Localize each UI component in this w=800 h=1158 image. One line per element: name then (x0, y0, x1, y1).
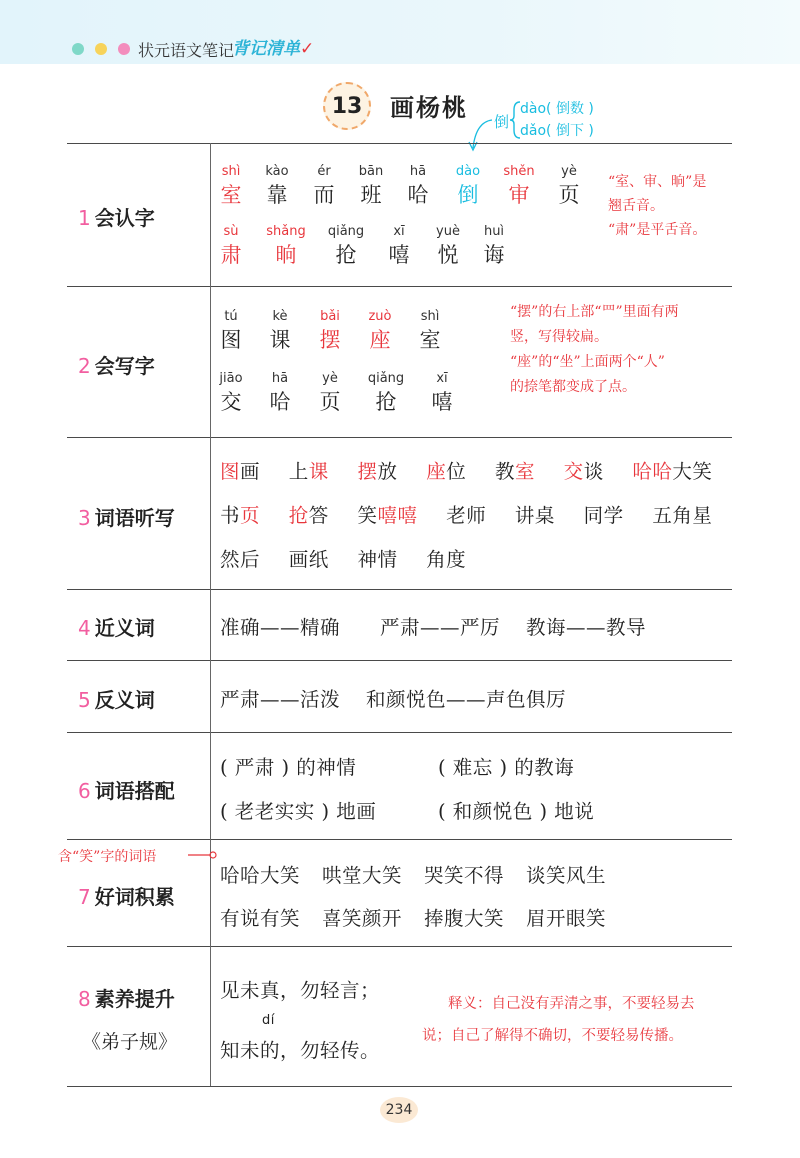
section-8-heading: 8 素养提升 (78, 987, 175, 1011)
column-divider (210, 143, 211, 1086)
word: 上课 (288, 460, 329, 483)
checkmark-icon: ✓ (300, 39, 315, 59)
idiom: 眉开眼笑 (526, 907, 607, 930)
row-divider (67, 437, 732, 438)
idiom: 谈笑风生 (526, 864, 607, 887)
section-2-heading: 2 会写字 (78, 354, 155, 378)
idiom: 喜笑颜开 (322, 907, 403, 930)
s7-tag-label: 含“笑”字的词语 (58, 849, 157, 865)
collocation: ( 严肃 ) 的神情 (220, 756, 357, 779)
collocation: ( 难忘 ) 的教诲 (438, 756, 575, 779)
collocation: ( 老老实实 ) 地画 (220, 800, 377, 823)
char-cell: tú 图 (220, 309, 242, 352)
char-cell: qiǎng 抢 (367, 371, 405, 414)
row-divider (67, 286, 732, 287)
row-divider (67, 839, 732, 840)
word: 角度 (426, 548, 467, 571)
synonym-pair: 严肃——严厉 (380, 616, 501, 639)
row-divider (67, 946, 732, 947)
page-number: 234 (380, 1097, 418, 1123)
word: 讲桌 (514, 504, 555, 527)
char-cell: kào 靠 (265, 164, 289, 207)
table-bottom-rule (67, 1086, 732, 1087)
s3-line-3 (220, 544, 466, 572)
char-cell: jiāo 交 (219, 371, 243, 414)
synonym-pair: 教诲——教导 (526, 616, 647, 639)
word: 笑嘻嘻 (357, 504, 418, 527)
word: 抢答 (288, 504, 329, 527)
word: 然后 (220, 548, 261, 571)
char-cell: shǎng 晌 (266, 224, 306, 267)
char-cell: bǎi 摆 (319, 309, 341, 352)
word: 同学 (583, 504, 624, 527)
char-cell: xī 嘻 (388, 224, 410, 267)
char-cell: xī 嘻 (431, 371, 453, 414)
char-cell: zuò 座 (368, 309, 392, 352)
idiom: 捧腹大笑 (424, 907, 505, 930)
row-divider (67, 589, 732, 590)
dot-icon (95, 43, 107, 55)
polyphone-reading-2: dǎo( 倒下 ) (520, 123, 594, 139)
s8-line-1: 见未真，勿轻言； (220, 979, 381, 1002)
char-cell: yè 页 (558, 164, 580, 207)
char-cell: dào 倒 (455, 164, 481, 207)
section-4-heading: 4 近义词 (78, 616, 155, 640)
pinyin-annotation: dí (262, 1013, 275, 1028)
char-cell: huì 诲 (483, 224, 505, 267)
word: 摆放 (357, 460, 398, 483)
row-divider (67, 660, 732, 661)
word: 画纸 (288, 548, 329, 571)
s3-line-2 (220, 500, 712, 528)
section-6-heading: 6 词语搭配 (78, 779, 175, 803)
s4-synonyms (220, 612, 646, 640)
word: 书页 (220, 504, 261, 527)
s7-line-1 (220, 860, 606, 888)
page-header (0, 0, 800, 64)
idiom: 有说有笑 (220, 907, 301, 930)
dot-icon (118, 43, 130, 55)
polyphone-char: 倒 (494, 113, 510, 131)
lesson-number: 13 (323, 82, 371, 130)
section-1-heading: 1 会认字 (78, 206, 155, 230)
s6-line-2 (220, 796, 594, 824)
char-cell: yè 页 (319, 371, 341, 414)
word: 交谈 (563, 460, 604, 483)
pointer-arrow-icon (466, 112, 496, 156)
checklist-badge: 背记清单✓ (232, 39, 315, 59)
row-divider (67, 732, 732, 733)
char-cell: qiǎng 抢 (327, 224, 365, 267)
section-7-heading: 7 好词积累 (78, 885, 175, 909)
table-top-rule (67, 143, 732, 144)
word: 哈哈大笑 (632, 460, 713, 483)
char-cell: hā 哈 (407, 164, 429, 207)
polyphone-annotation (494, 98, 614, 144)
s2-note: “摆”的右上部“罒”里面有两 竖，写得较扁。 “座”的“坐”上面两个“人” 的捺笔都变成了点。 (510, 304, 679, 395)
idiom: 哭笑不得 (424, 864, 505, 887)
char-cell: kè 课 (269, 309, 291, 352)
antonym-pair: 严肃——活泼 (220, 688, 341, 711)
s7-line-2 (220, 903, 606, 931)
char-cell: bān 班 (358, 164, 384, 207)
lesson-title: 画杨桃 (390, 94, 468, 122)
char-cell: shì 室 (220, 164, 242, 207)
s1-note: “室、审、晌”是 翘舌音。 “肃”是平舌音。 (608, 174, 707, 238)
word: 老师 (446, 504, 487, 527)
s6-line-1 (220, 752, 574, 780)
char-cell: shì 室 (419, 309, 441, 352)
brand-name: 状元语文笔记 (138, 41, 235, 60)
idiom: 哈哈大笑 (220, 864, 301, 887)
s3-line-1 (220, 456, 712, 484)
section-5-heading: 5 反义词 (78, 688, 155, 712)
word: 五角星 (652, 504, 713, 527)
polyphone-reading-1: dào( 倒数 ) (520, 101, 594, 117)
tag-pointer-icon (188, 848, 218, 862)
char-cell: yuè 悦 (436, 224, 460, 267)
idiom: 哄堂大笑 (322, 864, 403, 887)
word: 神情 (357, 548, 398, 571)
s5-antonyms (220, 684, 566, 712)
char-cell: ér 而 (313, 164, 335, 207)
word: 教室 (494, 460, 535, 483)
word: 座位 (426, 460, 467, 483)
section-3-heading: 3 词语听写 (78, 506, 175, 530)
dot-icon (72, 43, 84, 55)
s8-source: 《弟子规》 (82, 1031, 178, 1053)
antonym-pair: 和颜悦色——声色俱厉 (366, 688, 567, 711)
collocation: ( 和颜悦色 ) 地说 (438, 800, 595, 823)
char-cell: hā 哈 (269, 371, 291, 414)
synonym-pair: 准确——精确 (220, 616, 341, 639)
word: 图画 (220, 460, 261, 483)
s8-note: 释义：自己没有弄清之事，不要轻易去 说；自己了解得不确切，不要轻易传播。 (422, 996, 695, 1044)
char-cell: shěn 审 (503, 164, 535, 207)
char-cell: sù 肃 (220, 224, 242, 267)
s8-line-2: 知未 dí 的，勿轻传。 (220, 1013, 381, 1062)
